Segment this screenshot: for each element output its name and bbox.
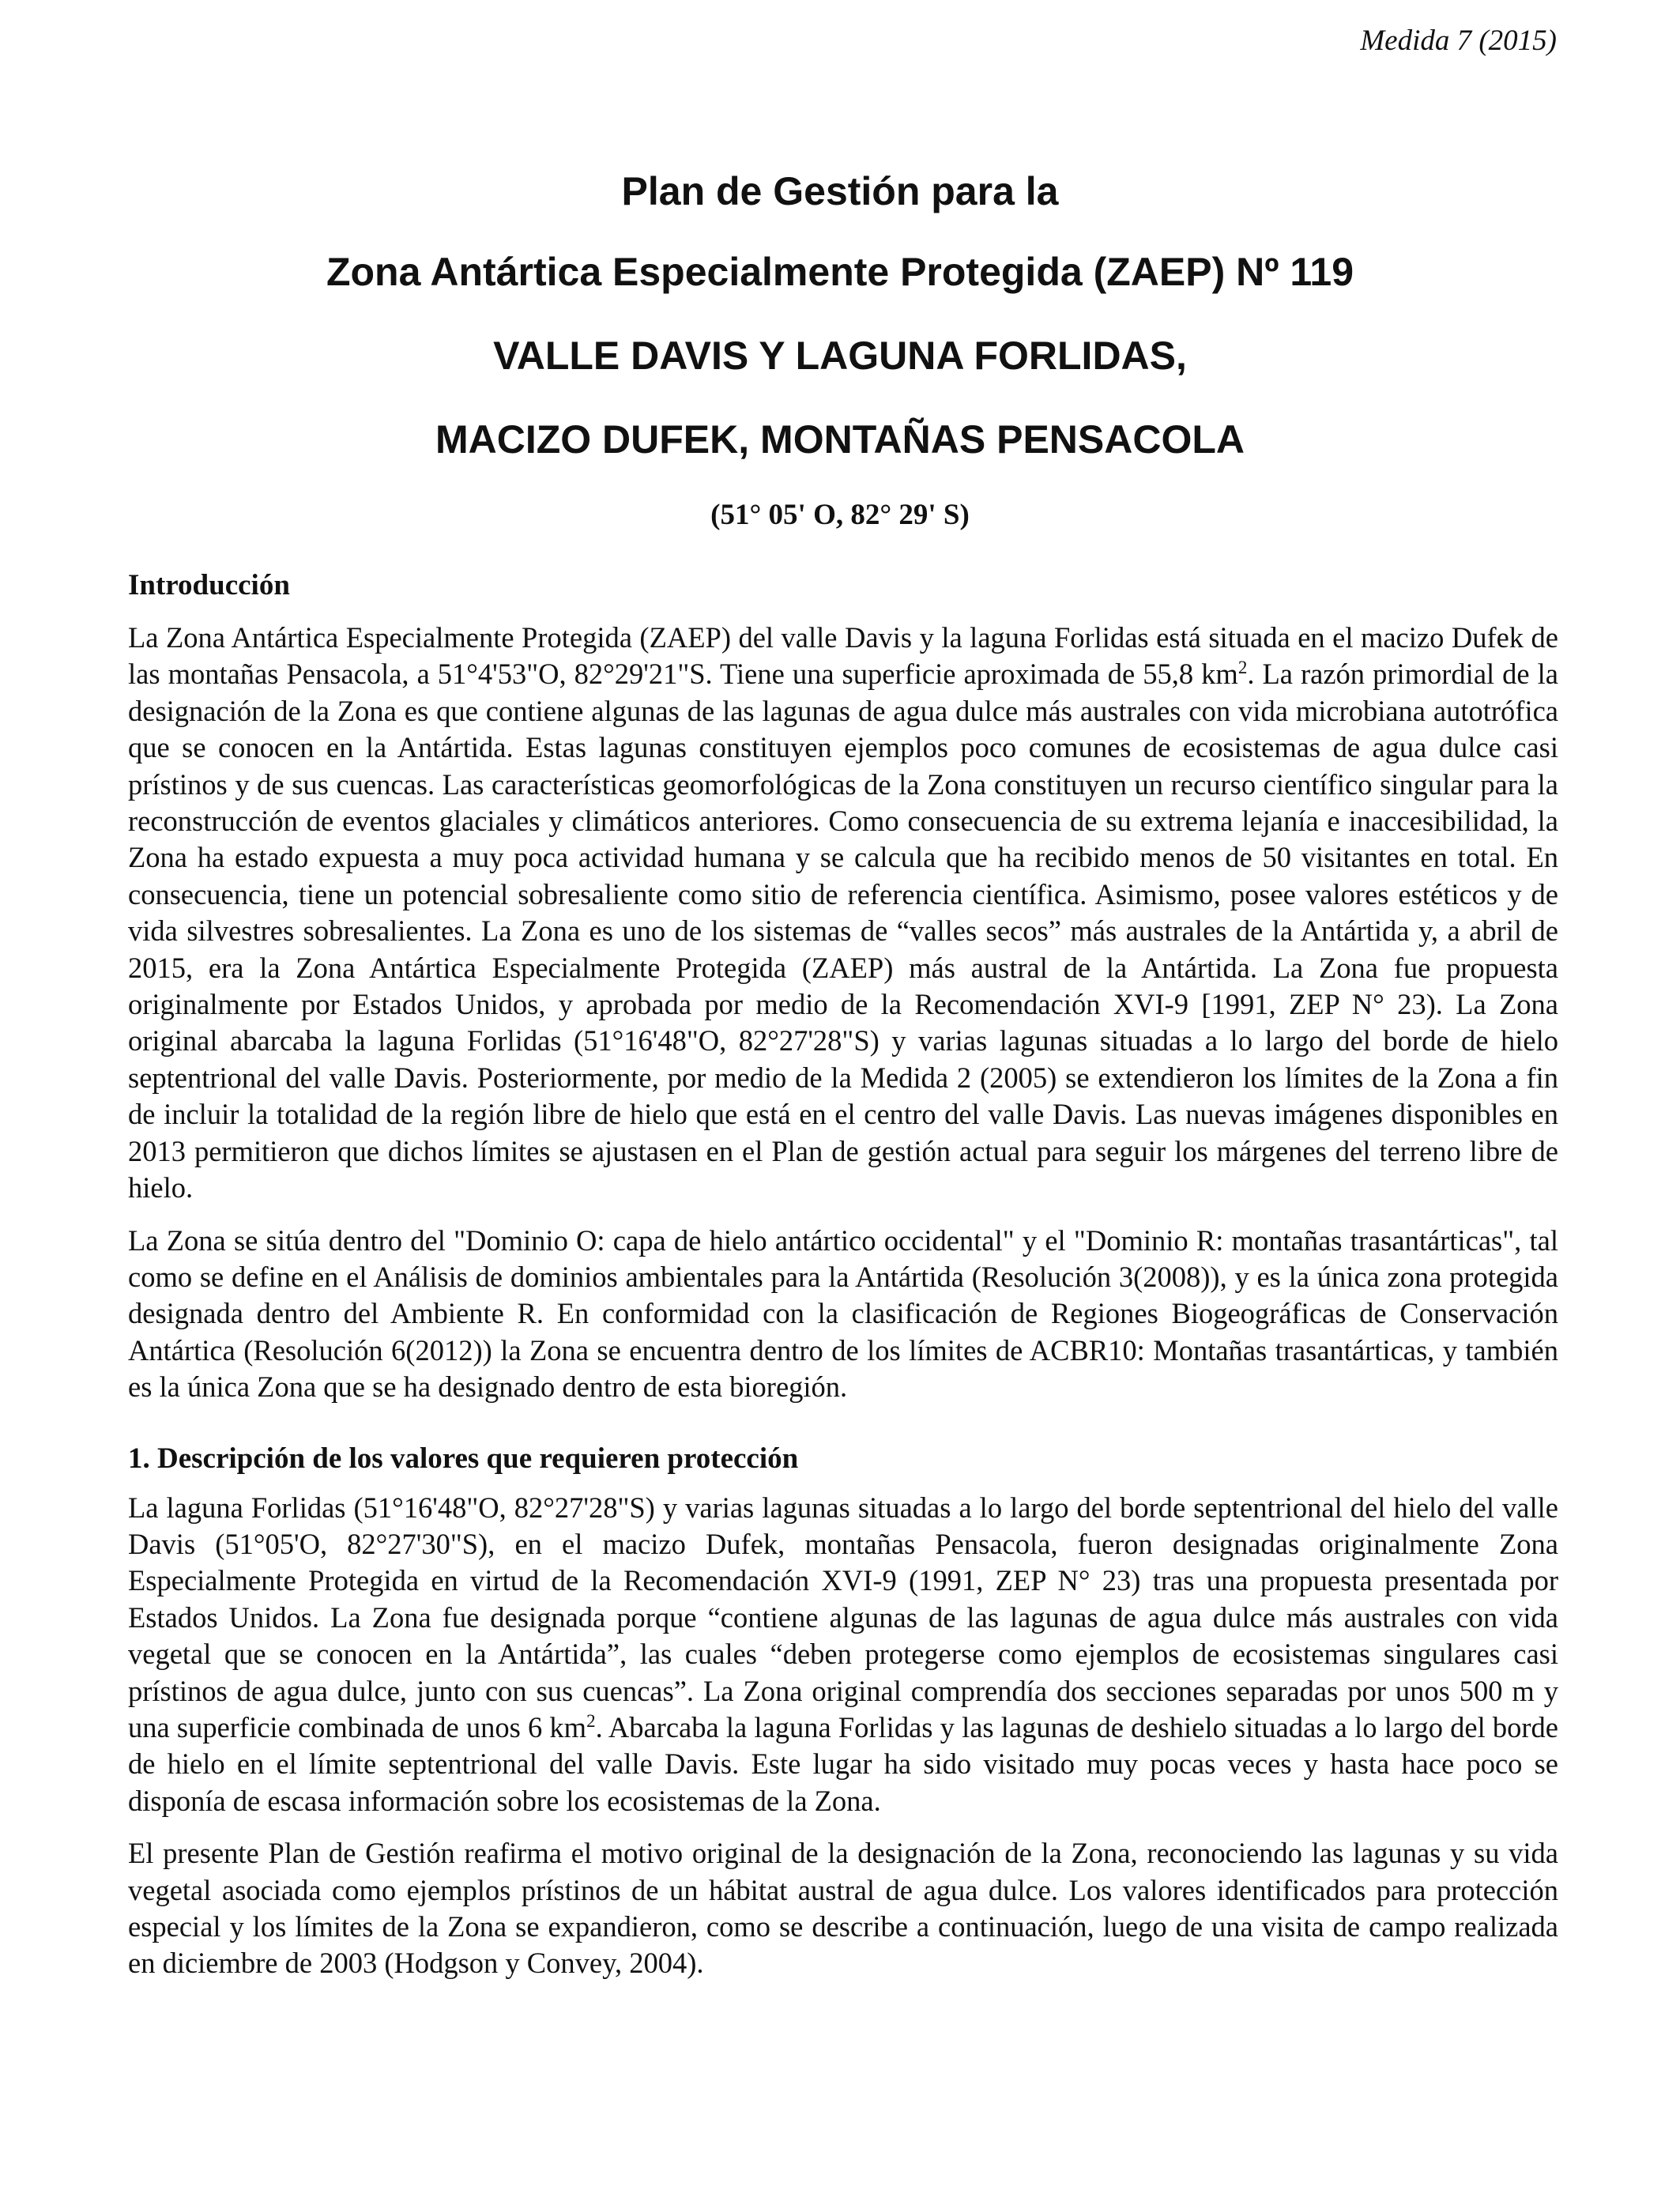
title-line-2: Zona Antártica Especialmente Protegida (ZAEP) Nº 119 — [326, 250, 1354, 294]
introduction-paragraph-2: La Zona se sitúa dentro del "Dominio O: capa de hielo antártico occidental" y el "Dominio R: montañas trasantárticas", tal como se define en el Análisis de dominios ambientales para la Antártida (Resolución 3(2008)), y es la única zona protegida designada dentro del Ambiente R. En conformidad con la clasificación de Regiones Biogeográficas de Conservación Antártica (Resolución 6(2012)) la Zona se encuentra dentro de los límites de ACBR10: Montañas trasantárticas, y también es la única Zona que se ha designado dentro de esta bioregión. — [128, 1223, 1558, 1404]
introduction-heading: Introducción — [128, 569, 290, 601]
sec1-p1-text-b: . Abarcaba la laguna Forlidas y las lagunas de deshielo situadas a lo largo del borde de hielo en el límite septentrional del valle Davis. Este lugar ha sido visitado muy pocas veces y hasta hace poco se disponía de escasa información sobre los ecosistemas de la Zona. — [128, 1710, 1558, 1817]
title-line-1: Plan de Gestión para la — [621, 169, 1059, 213]
sec1-p1-text-a: La laguna Forlidas (51°16'48"O, 82°27'28"S) y varias lagunas situadas a lo largo del borde septentrional del hielo del valle Davis (51°05'O, 82°27'30"S), en el macizo Dufek, montañas Pensacola, fueron designadas originalmente Zona Especialmente Protegida en virtud de la Recomendación XVI-9 (1991, ZEP N° 23) tras una propuesta presentada por Estados Unidos. La Zona fue designada porque “contiene algunas de las lagunas de agua dulce más australes con vida vegetal que se conocen en la Antártida”, las cuales “deben protegerse como ejemplos de ecosistemas singulares casi prístinos de agua dulce, junto con sus cuencas”. La Zona original comprendía dos secciones separadas por unos 500 m y una superficie combinada de unos 6 km — [128, 1491, 1558, 1744]
measure-reference: Medida 7 (2015) — [1360, 25, 1557, 57]
title-line-3: VALLE DAVIS Y LAGUNA FORLIDAS, — [493, 334, 1187, 378]
section-1-paragraph-2: El presente Plan de Gestión reafirma el motivo original de la designación de la Zona, reconociendo las lagunas y su vida vegetal asociada como ejemplos prístinos de un hábitat austral de agua dulce. Los valores identificados para protección especial y los límites de la Zona se expandieron, como se describe a continuación, luego de una visita de campo realizada en diciembre de 2003 (Hodgson y Convey, 2004). — [128, 1837, 1558, 1980]
section-1-paragraph-1 — [128, 1490, 1558, 1820]
coordinates: (51° 05' O, 82° 29' S) — [710, 499, 970, 531]
intro-p1-text-b: . La razón primordial de la designación de la Zona es que contiene algunas de las lagunas de agua dulce más australes con vida microbiana autotrófica que se conocen en la Antártida. Estas lagunas constituyen ejemplos poco comunes de ecosistemas de agua dulce casi prístinos y de sus cuencas. Las características geomorfológicas de la Zona constituyen un recurso científico singular para la reconstrucción de eventos glaciales y climáticos anteriores. Como consecuencia de su extrema lejanía e inaccesibilidad, la Zona ha estado expuesta a muy poca actividad humana y se calcula que ha recibido menos de 50 visitantes en total. En consecuencia, tiene un potencial sobresaliente como sitio de referencia científica. Asimismo, posee valores estéticos y de vida silvestres sobresalientes. La Zona es uno de los sistemas de “valles secos” más australes de la Antártida y, a abril de 2015, era la Zona Antártica Especialmente Protegida (ZAEP) más austral de la Antártida. La Zona fue propuesta originalmente por Estados Unidos, y aprobada por medio de la Recomendación XVI-9 [1991, ZEP N° 23). La Zona original abarcaba la laguna Forlidas (51°16'48"O, 82°27'28"S) y varias lagunas situadas a lo largo del borde de hielo septentrional del valle Davis. Posteriormente, por medio de la Medida 2 (2005) se extendieron los límites de la Zona a fin de incluir la totalidad de la región libre de hielo que está en el centro del valle Davis. Las nuevas imágenes disponibles en 2013 permitieron que dichos límites se ajustasen en el Plan de gestión actual para seguir los márgenes del terreno libre de hielo. — [128, 658, 1558, 1204]
document-body — [128, 567, 1558, 1982]
intro-p1-text-a: La Zona Antártica Especialmente Protegida (ZAEP) del valle Davis y la laguna Forlidas está situada en el macizo Dufek de las montañas Pensacola, a 51°4'53"O, 82°29'21"S. Tiene una superficie aproximada de 55,8 km — [128, 621, 1558, 691]
section-1-heading: 1. Descripción de los valores que requieren protección — [128, 1442, 799, 1475]
sec1-p1-superscript: 2 — [586, 1710, 596, 1731]
introduction-paragraph-1 — [128, 620, 1558, 1207]
title-line-4: MACIZO DUFEK, MONTAÑAS PENSACOLA — [435, 417, 1245, 462]
intro-p1-superscript: 2 — [1237, 658, 1248, 678]
